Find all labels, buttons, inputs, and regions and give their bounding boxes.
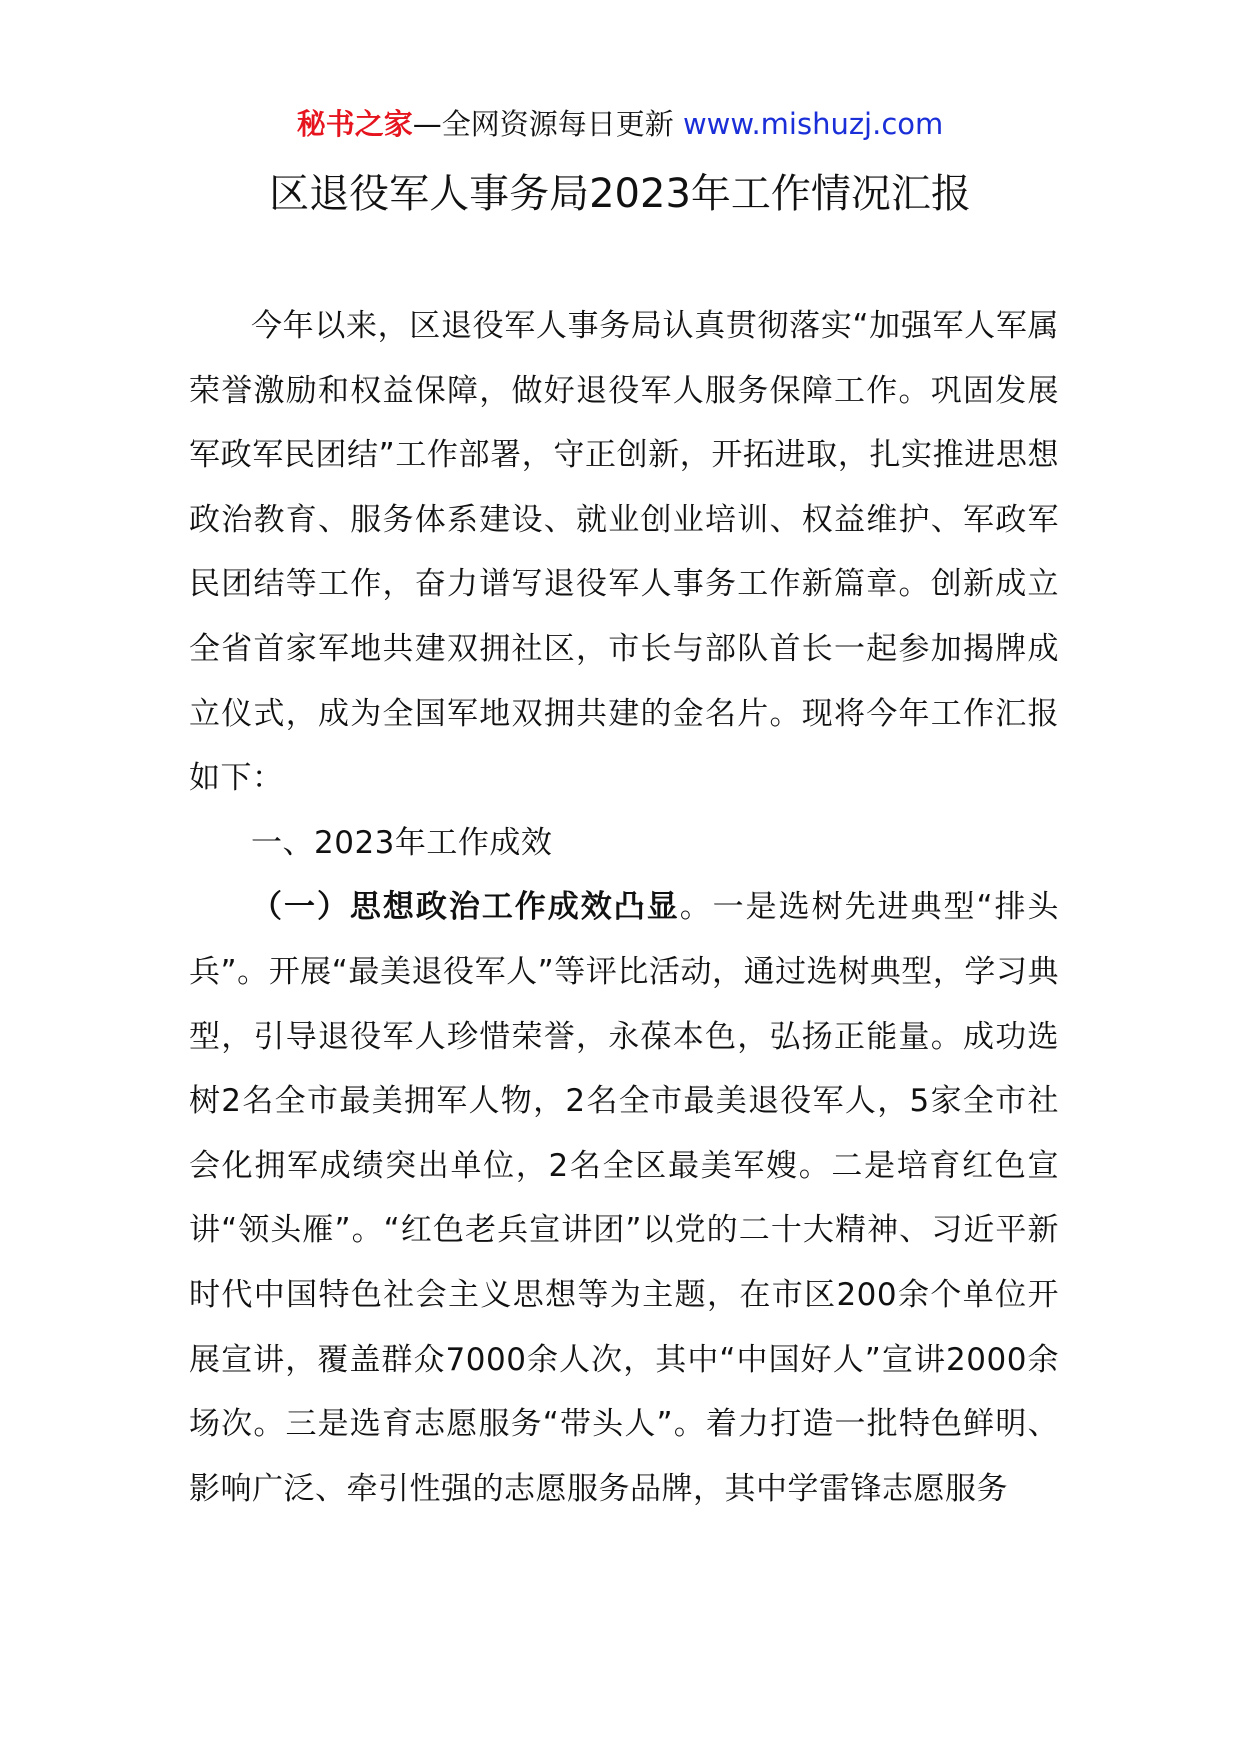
banner-slogan: —全网资源每日更新 [412,107,683,141]
section-heading: 一、2023年工作成效 [251,824,553,861]
banner-url-link[interactable]: www.mishuzj.com [682,107,944,141]
subsection-heading: （一）思想政治工作成效凸显 [251,889,680,926]
document-body [189,294,1059,1521]
subsection-body: 。一是选树先进典型“排头兵”。开展“最美退役军人”等评比活动，通过选树典型，学习典型，引导退役军人珍惜荣誉，永葆本色，弘扬正能量。成功选树2名全市最美拥军人物，2名全市最美退役军人，5家全市社会化拥军成绩突出单位，2名全区最美军嫂。二是培育红色宣讲“领头雁”。“红色老兵宣讲团”以党的二十大精神、习近平新时代中国特色社会主义思想等为主题，在市区200余个单位开展宣讲，覆盖群众7000余人次，其中“中国好人”宣讲2000余场次。三是选育志愿服务“带头人”。着力打造一批特色鲜明、影响广泛、牵引性强的志愿服务品牌，其中学雷锋志愿服务 [189,889,1060,1507]
section-paragraph [189,875,1059,1521]
site-banner [0,104,1240,144]
document-title: 区退役军人事务局2023年工作情况汇报 [269,171,971,217]
banner-brand: 秘书之家 [296,107,413,141]
intro-paragraph: 今年以来，区退役军人事务局认真贯彻落实“加强军人军属荣誉激励和权益保障，做好退役军人服务保障工作。巩固发展军政军民团结”工作部署，守正创新，开拓进取，扎实推进思想政治教育、服务体系建设、就业创业培训、权益维护、军政军民团结等工作，奋力谱写退役军人事务工作新篇章。创新成立全省首家军地共建双拥社区，市长与部队首长一起参加揭牌成立仪式，成为全国军地双拥共建的金名片。现将今年工作汇报如下： [189,308,1059,797]
